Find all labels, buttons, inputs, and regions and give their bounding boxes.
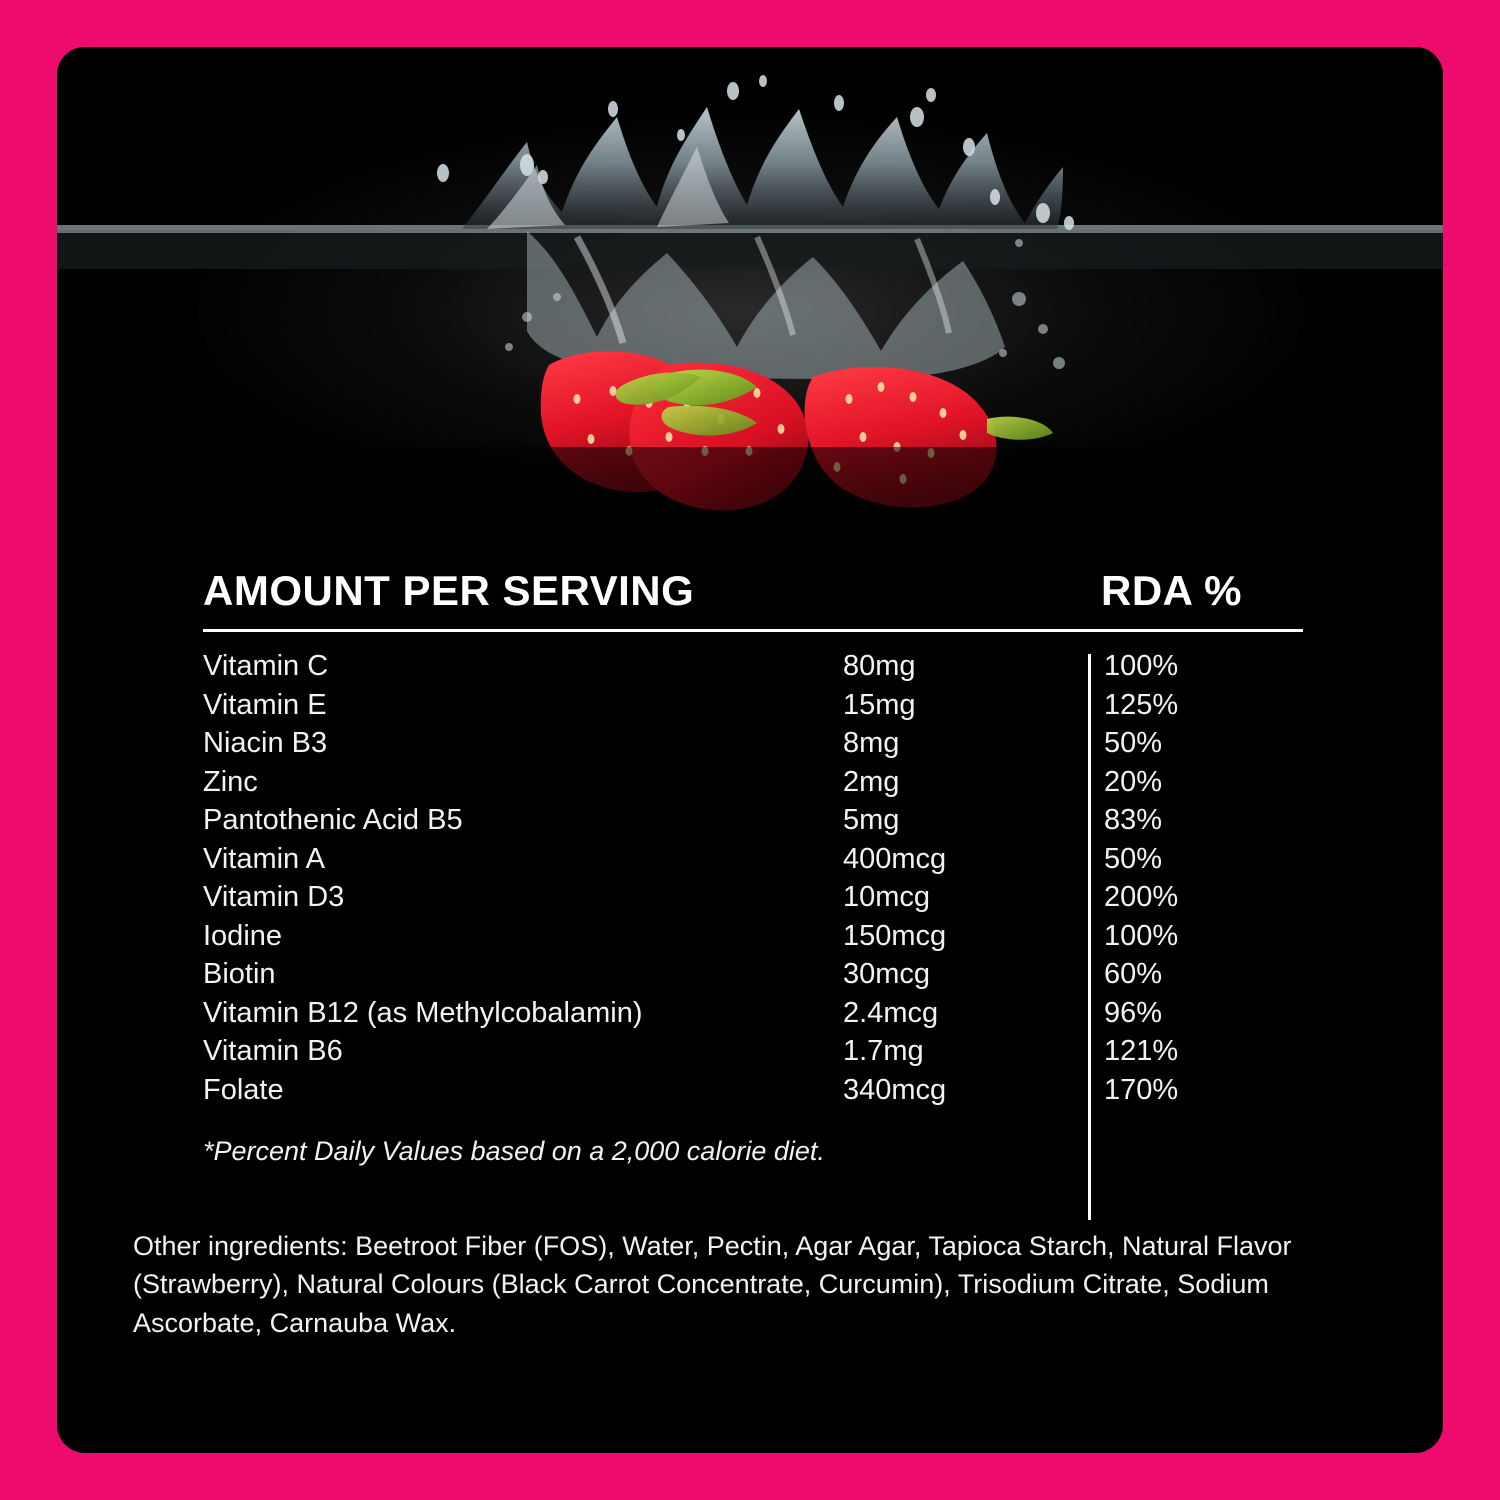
nutrient-rda: 20% [1104,765,1163,798]
nutrient-name: Niacin B3 [203,727,328,759]
nutrient-rda: 83% [1104,804,1163,836]
nutrient-name: Vitamin A [203,842,325,875]
nutrient-amount: 2mg [843,765,900,798]
nutrient-name: Folate [203,1073,284,1106]
nutrient-rda: 125% [1104,688,1179,721]
nutrition-rows [203,650,1303,1112]
nutrient-rda: 200% [1104,881,1179,913]
nutrient-amount: 400mcg [843,842,947,875]
nutrient-name: Iodine [203,919,283,952]
nutrient-rda: 121% [1104,1035,1179,1067]
water-splash-icon [57,47,1443,527]
nutrient-rda: 50% [1104,842,1163,875]
nutrient-amount: 10mcg [843,881,931,913]
nutrition-table [203,567,1303,1167]
nutrient-rda: 100% [1104,650,1179,682]
nutrient-rda: 170% [1104,1073,1179,1106]
nutrient-amount: 340mcg [843,1073,947,1106]
table-row [203,1074,1303,1113]
table-row [203,920,1303,959]
nutrient-amount: 80mg [843,650,916,682]
column-header-amount: AMOUNT PER SERVING [203,567,695,614]
vertical-divider-line [1088,654,1091,1220]
nutrient-rda: 60% [1104,958,1163,990]
nutrient-name: Vitamin E [203,688,327,721]
table-row [203,1035,1303,1074]
nutrient-name: Vitamin B6 [203,1035,343,1067]
nutrient-rda: 50% [1104,727,1163,759]
nutrient-name: Vitamin B12 (as Methylcobalamin) [203,996,643,1029]
hero-image [57,47,1443,527]
nutrient-name: Pantothenic Acid B5 [203,804,463,836]
other-ingredients-text: Other ingredients: Beetroot Fiber (FOS), Water, Pectin, Agar Agar, Tapioca Starch, Natural Flavor (Strawberry), Natural Colours (Black Carrot Concentrate, Curcumin), Trisodium Citrate, Sodium Ascorbate, Carnauba Wax. [133,1231,1292,1338]
nutrient-amount: 150mcg [843,919,947,952]
nutrient-name: Zinc [203,765,258,798]
nutrient-amount: 2.4mcg [843,996,939,1029]
table-row [203,650,1303,689]
nutrient-name: Biotin [203,958,276,990]
table-row [203,689,1303,728]
nutrient-amount: 30mcg [843,958,931,990]
nutrient-name: Vitamin C [203,650,329,682]
column-header-rda: RDA % [1101,567,1242,614]
table-row [203,997,1303,1036]
nutrient-amount: 8mg [843,727,900,759]
nutrient-name: Vitamin D3 [203,881,345,913]
header-divider-line [203,629,1303,632]
nutrient-amount: 5mg [843,804,900,836]
table-header-row [203,567,1303,629]
nutrient-amount: 15mg [843,688,916,721]
nutrient-rda: 96% [1104,996,1163,1029]
table-row [203,804,1303,843]
nutrient-amount: 1.7mg [843,1035,924,1067]
table-row [203,766,1303,805]
daily-value-footnote: *Percent Daily Values based on a 2,000 calorie diet. [203,1136,825,1166]
nutrient-rda: 100% [1104,919,1179,952]
table-row [203,843,1303,882]
product-info-panel [57,47,1443,1453]
table-row [203,958,1303,997]
table-row [203,727,1303,766]
table-row [203,881,1303,920]
